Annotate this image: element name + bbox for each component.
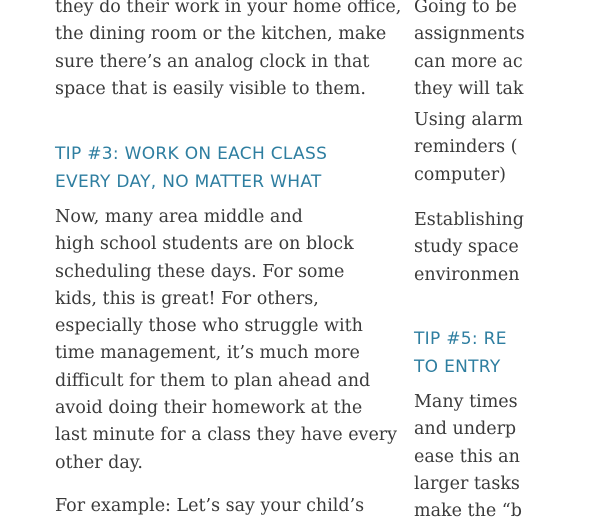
- text-line: space that is easily visible to them.: [55, 78, 366, 99]
- text-line: sure there’s an analog clock in that: [55, 51, 370, 72]
- heading-line: TIP #5: RE: [414, 329, 507, 349]
- text-line: time management, it’s much more: [55, 343, 360, 364]
- paragraph-block-scheduling: [55, 204, 397, 477]
- text-line: Using alarm: [414, 110, 523, 130]
- text-line: they will tak: [414, 78, 524, 99]
- text-line: avoid doing their homework at the: [55, 398, 363, 419]
- text-line: For example: Let’s say your child’s: [55, 496, 365, 516]
- text-line: ease this an: [414, 446, 520, 467]
- text-line: Going to be: [414, 0, 517, 17]
- text-line: Establishing: [414, 210, 524, 230]
- paragraph-right-top: [414, 0, 525, 103]
- paragraph-example: [55, 493, 364, 520]
- text-line: difficult for them to plan ahead and: [55, 370, 371, 391]
- text-line: assignments: [414, 24, 525, 45]
- text-line: and underp: [414, 419, 517, 440]
- text-line: environmen: [414, 264, 520, 285]
- text-line: can more ac: [414, 51, 523, 72]
- heading-line: EVERY DAY, NO MATTER WHAT: [55, 171, 322, 192]
- text-line: make the “b: [414, 501, 522, 522]
- paragraph-many-times: [414, 389, 522, 525]
- paragraph-intro: [55, 0, 401, 103]
- text-line: the dining room or the kitchen, make: [55, 24, 387, 45]
- heading-line: TIP #3: WORK ON EACH CLASS: [55, 144, 328, 164]
- text-line: study space: [414, 237, 519, 258]
- text-line: other day.: [55, 452, 143, 473]
- text-line: reminders (: [414, 137, 518, 158]
- text-line: scheduling these days. For some: [55, 261, 345, 282]
- text-line: Many times: [414, 392, 518, 412]
- text-line: last minute for a class they have every: [55, 425, 398, 446]
- text-line: high school students are on block: [55, 234, 354, 255]
- text-line: especially those who struggle with: [55, 316, 363, 337]
- paragraph-alarms: [414, 107, 523, 189]
- tip-3-heading: [55, 141, 327, 196]
- text-line: Now, many area middle and: [55, 207, 303, 227]
- text-line: larger tasks: [414, 473, 520, 494]
- tip-5-heading: [414, 326, 507, 381]
- heading-line: TO ENTRY: [414, 356, 501, 377]
- text-line: they do their work in your home office,: [55, 0, 402, 17]
- text-line: computer): [414, 164, 506, 185]
- text-line: kids, this is great! For others,: [55, 288, 319, 309]
- paragraph-establishing: [414, 207, 524, 289]
